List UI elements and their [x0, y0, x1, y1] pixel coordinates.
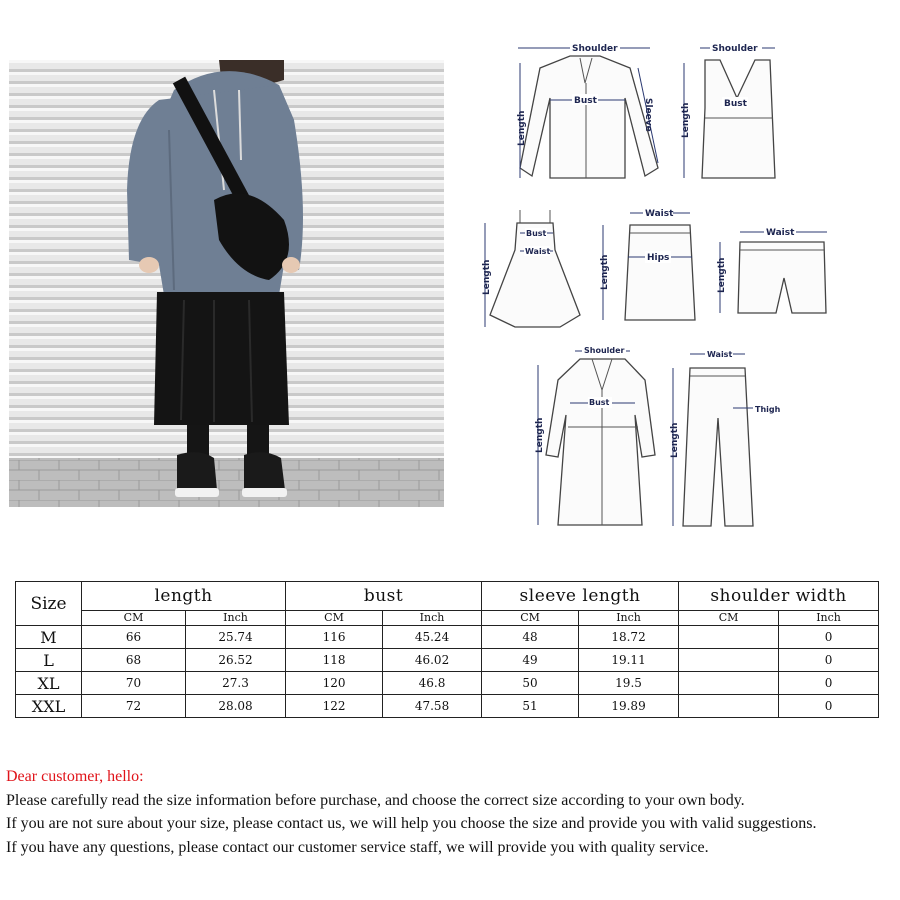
bust-group-header: bust: [286, 582, 482, 611]
size-cell: XL: [16, 672, 82, 695]
bust-cm-cell: 122: [286, 695, 383, 718]
size-column-header: Size: [16, 582, 82, 626]
shoulder-cm-cell: [679, 626, 779, 649]
bust-cm-cell: 116: [286, 626, 383, 649]
bust-inch-cell: 47.58: [383, 695, 482, 718]
unit-inch-header: Inch: [186, 611, 286, 626]
sleeve-inch-cell: 19.89: [579, 695, 679, 718]
blouse-diagram: [510, 38, 670, 188]
length-inch-cell: 26.52: [186, 649, 286, 672]
waist-label: Waist: [707, 350, 733, 359]
length-inch-cell: 25.74: [186, 626, 286, 649]
shoulder-inch-cell: 0: [779, 672, 879, 695]
sleeve-inch-cell: 19.5: [579, 672, 679, 695]
length-label: Length: [670, 422, 680, 458]
size-cell: XXL: [16, 695, 82, 718]
bust-inch-cell: 46.8: [383, 672, 482, 695]
bust-label: Bust: [574, 96, 597, 106]
skirt-diagram: [595, 205, 705, 330]
length-label: Length: [681, 102, 691, 138]
product-photo: [9, 60, 444, 507]
length-cm-cell: 70: [82, 672, 186, 695]
tank-top-diagram: [670, 38, 790, 188]
sleeve-length-group-header: sleeve length: [482, 582, 679, 611]
size-cell: L: [16, 649, 82, 672]
bust-label: Bust: [589, 398, 610, 407]
length-cm-cell: 72: [82, 695, 186, 718]
table-row: [16, 626, 879, 649]
sleeve-label: Sleeve: [643, 98, 653, 132]
bust-inch-cell: 45.24: [383, 626, 482, 649]
shoulder-label: Shoulder: [584, 346, 625, 355]
notice-greeting: Dear customer, hello:: [6, 768, 144, 785]
sleeve-inch-cell: 18.72: [579, 626, 679, 649]
notice-line: Please carefully read the size information before purchase, and choose the correct size according to your own body.: [6, 791, 745, 809]
unit-inch-header: Inch: [383, 611, 482, 626]
unit-inch-header: Inch: [579, 611, 679, 626]
waist-label: Waist: [766, 228, 795, 238]
length-label: Length: [517, 110, 527, 146]
notice-line: If you are not sure about your size, please contact us, we will help you choose the size and provide you with valid suggestions.: [6, 815, 817, 832]
shoulder-label: Shoulder: [712, 44, 758, 54]
sleeve-cm-cell: 51: [482, 695, 579, 718]
unit-cm-header: CM: [286, 611, 383, 626]
shoulder-inch-cell: 0: [779, 649, 879, 672]
bust-cm-cell: 118: [286, 649, 383, 672]
thigh-label: Thigh: [755, 405, 781, 414]
unit-cm-header: CM: [679, 611, 779, 626]
bust-label: Bust: [724, 99, 747, 109]
shoulder-cm-cell: [679, 649, 779, 672]
hips-label: Hips: [647, 253, 670, 263]
table-row: [16, 695, 879, 718]
shoulder-inch-cell: 0: [779, 695, 879, 718]
length-group-header: length: [82, 582, 286, 611]
bust-label: Bust: [526, 229, 547, 238]
length-cm-cell: 66: [82, 626, 186, 649]
shorts-diagram: [712, 218, 842, 318]
sleeve-cm-cell: 49: [482, 649, 579, 672]
length-inch-cell: 28.08: [186, 695, 286, 718]
waist-label: Waist: [525, 247, 551, 256]
length-cm-cell: 68: [82, 649, 186, 672]
bust-cm-cell: 120: [286, 672, 383, 695]
model-wearing-hoodie-image: [9, 60, 444, 507]
sleeve-inch-cell: 19.11: [579, 649, 679, 672]
shoulder-inch-cell: 0: [779, 626, 879, 649]
sleeve-cm-cell: 50: [482, 672, 579, 695]
customer-notice: [6, 765, 896, 859]
sleeve-cm-cell: 48: [482, 626, 579, 649]
size-chart-table: [15, 581, 879, 718]
length-label: Length: [535, 417, 545, 453]
table-row: [16, 649, 879, 672]
shoulder-cm-cell: [679, 695, 779, 718]
shoulder-label: Shoulder: [572, 44, 618, 54]
bust-inch-cell: 46.02: [383, 649, 482, 672]
unit-inch-header: Inch: [779, 611, 879, 626]
length-inch-cell: 27.3: [186, 672, 286, 695]
coat-diagram: [530, 345, 660, 530]
length-label: Length: [482, 259, 492, 295]
trousers-diagram: [665, 348, 785, 533]
length-label: Length: [600, 254, 610, 290]
table-row: [16, 672, 879, 695]
notice-line: If you have any questions, please contact our customer service staff, we will provide you with quality service.: [6, 838, 709, 856]
shoulder-cm-cell: [679, 672, 779, 695]
unit-cm-header: CM: [482, 611, 579, 626]
size-cell: M: [16, 626, 82, 649]
unit-cm-header: CM: [82, 611, 186, 626]
dress-diagram: [475, 205, 590, 335]
length-label: Length: [717, 257, 727, 293]
waist-label: Waist: [645, 209, 674, 219]
shoulder-width-group-header: shoulder width: [679, 582, 879, 611]
